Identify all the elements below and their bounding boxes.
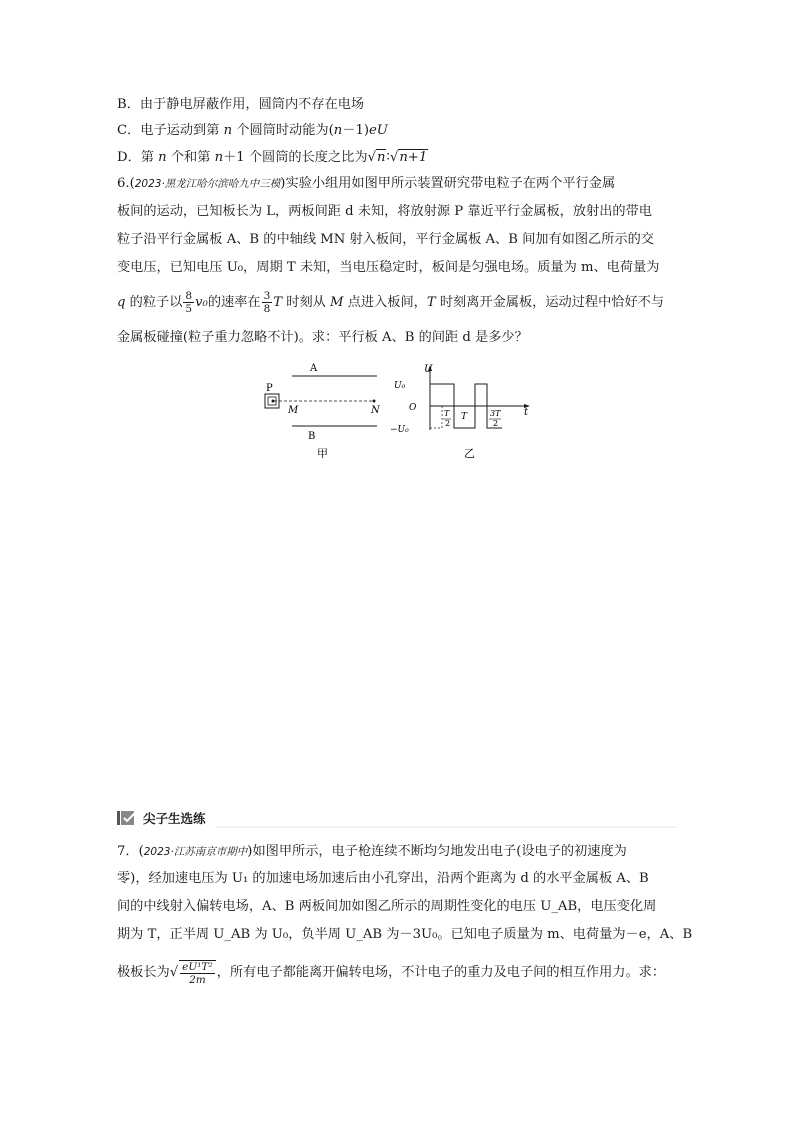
tick-three-half-t-num: 3T: [490, 409, 501, 418]
sqrt-n: √n: [367, 150, 386, 165]
option-c-n2: n: [333, 123, 343, 138]
fraction-8-5-den: 5: [185, 303, 193, 315]
q7-line-5: [117, 958, 665, 988]
option-d-mid2: ＋1 个圆筒的长度之比为: [223, 150, 368, 165]
option-d: [117, 148, 428, 168]
plate-length-den: 2m: [189, 973, 206, 986]
q6-l5-b: 的速率在: [207, 295, 261, 310]
sqrt-n-radicand: n: [376, 150, 386, 165]
sqrt-plate-length: √ $\frac{\text{eU¹T²}}{2m}$: [170, 958, 217, 988]
neg-u0-label: −U₀: [390, 425, 409, 435]
fraction-3-8: [262, 290, 273, 315]
figure-jia: [255, 358, 395, 468]
q6-source: 2023·黑龙江哈尔滨哈九中三模: [134, 178, 281, 190]
tick-half-t-num: T: [444, 409, 450, 418]
t-axis-label: t: [524, 407, 529, 418]
origin-label: O: [409, 403, 417, 413]
option-c-n: n: [223, 123, 233, 138]
sqrt-n-plus-1-radicand: n+1: [399, 150, 428, 165]
option-d-colon: ∶: [386, 150, 390, 165]
tick-three-half-t-den: 2: [493, 419, 499, 428]
q7-line-1: [117, 842, 627, 862]
q6-line-4: 变电压，已知电压 U₀，周期 T 未知，当电压稳定时，板间是匀强电场。质量为 m、电荷量为: [117, 260, 660, 275]
option-d-n: n: [158, 150, 167, 165]
q7-source: 2023·江苏南京市期中: [143, 846, 248, 858]
q6-t1: T: [273, 295, 283, 310]
q6-m: M: [330, 295, 344, 310]
plate-length-fraction: [179, 960, 216, 986]
tick-half-t-den: 2: [445, 419, 451, 428]
q7-l5-a: 极板长为: [117, 965, 170, 980]
option-d-n2: n: [214, 150, 224, 165]
q6-l5-d: 点进入板间，: [343, 295, 427, 310]
plate-b-label: B: [308, 431, 316, 442]
q6-line-3: 粒子沿平行金属板 A、B 的中轴线 MN 射入板间，平行金属板 A、B 间加有如图乙所示的交: [117, 232, 654, 247]
q7-number: 7．(: [117, 844, 144, 859]
point-n: [373, 400, 376, 403]
label-m: M: [288, 405, 299, 416]
q7-l5-b: ，所有电子都能离开偏转电场，不计电子的重力及电子间的相互作用力。求：: [216, 965, 666, 980]
option-c-mid: 个圆筒时动能为(: [232, 123, 334, 138]
u-axis-label: U: [424, 364, 433, 375]
tick-t: T: [461, 412, 468, 422]
fraction-3-8-num: 3: [263, 290, 271, 302]
sqrt-n-plus-1: √n+1: [389, 150, 428, 165]
source-label-p: P: [266, 383, 273, 394]
fraction-8-5-num: 8: [185, 290, 193, 302]
q6-l5-c: 时刻从: [282, 295, 331, 310]
option-c-eu: eU: [369, 123, 388, 138]
plate-a-label: A: [310, 363, 318, 374]
section-title: 尖子生选练: [143, 811, 206, 826]
q7-line-1-text: )如图甲所示，电子枪连续不断均匀地发出电子(设电子的初速度为: [247, 844, 627, 859]
q6-line-5: [117, 290, 664, 316]
q6-line-1: [117, 174, 615, 194]
q7-line-4: 期为 T，正半周 U_AB 为 U₀，负半周 U_AB 为－3U₀。已知电子质量为 m、电荷量为－e，A、B: [117, 927, 693, 942]
option-c-post: －1): [342, 123, 369, 138]
label-n: N: [371, 405, 380, 416]
section-header-bar: [117, 808, 677, 830]
caption-jia: 甲: [317, 447, 328, 460]
q7-line-2: 零)，经加速电压为 U₁ 的加速电场加速后由小孔穿出，沿两个距离为 d 的水平金属板 A、B: [117, 871, 649, 886]
q6-t2: T: [426, 295, 436, 310]
q6-l5-e: 时刻离开金属板，运动过程中恰好不与: [435, 295, 665, 310]
q6-v0: v₀: [195, 295, 208, 310]
fraction-8-5: [183, 290, 194, 315]
figure-yi: [390, 358, 540, 468]
q6-line-2: 板间的运动，已知板长为 L，两板间距 d 未知，将放射源 P 靠近平行金属板，放射出的带电: [117, 204, 652, 219]
caption-yi: 乙: [464, 447, 475, 460]
q6-line-1-text: )实验小组用如图甲所示装置研究带电粒子在两个平行金属: [280, 176, 616, 191]
option-d-mid: 个和第: [166, 150, 215, 165]
q7-line-3: 间的中线射入偏转电场，A、B 两板间加如图乙所示的周期性变化的电压 U_AB，电压变化周: [117, 899, 657, 914]
u0-label: U₀: [394, 381, 406, 391]
option-c: [117, 121, 388, 141]
plate-length-num: eU¹T²: [182, 960, 213, 973]
q6-number: 6.(: [117, 176, 135, 191]
option-d-pre: D．第: [117, 150, 159, 165]
q6-q: q: [117, 295, 126, 310]
option-c-pre: C．电子运动到第: [117, 123, 224, 138]
option-b: B．由于静电屏蔽作用，圆筒内不存在电场: [117, 97, 365, 112]
q6-line-6: 金属板碰撞(粒子重力忽略不计)。求：平行板 A、B 的间距 d 是多少？: [117, 330, 528, 345]
fraction-3-8-den: 8: [263, 303, 271, 315]
q6-l5-a: 的粒子以: [125, 295, 183, 310]
